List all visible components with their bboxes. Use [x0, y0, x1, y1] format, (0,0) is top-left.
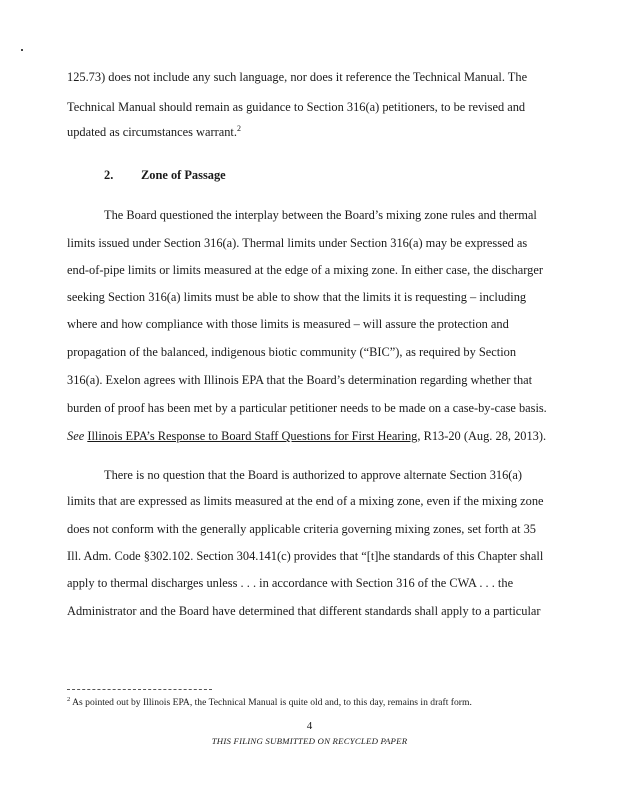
- paragraph-3-line-3: does not conform with the generally applicable criteria governing mixing zones, set forth at 35: [67, 522, 536, 536]
- paragraph-3-line-1: There is no question that the Board is authorized to approve alternate Section 316(a): [104, 468, 523, 482]
- footnote-ref-2[interactable]: 2: [236, 124, 241, 133]
- paragraph-2-line-2: limits issued under Section 316(a). Thermal limits under Section 316(a) may be expressed as: [67, 236, 528, 250]
- paragraph-2-line-1: The Board questioned the interplay between the Board’s mixing zone rules and thermal: [104, 208, 537, 222]
- footnote-divider: [67, 689, 212, 690]
- citation-document-link[interactable]: Illinois EPA’s Response to Board Staff Questions for First Hearing: [87, 429, 418, 443]
- footnote-text: As pointed out by Illinois EPA, the Technical Manual is quite old and, to this day, remains in draft form.: [70, 697, 472, 708]
- page-number: 4: [306, 720, 313, 732]
- footnote-marker: 2: [67, 696, 71, 703]
- paragraph-3-line-6: Administrator and the Board have determined that different standards shall apply to a particular: [67, 604, 541, 618]
- section-number: 2.: [104, 168, 114, 182]
- paragraph-2-line-4: seeking Section 316(a) limits must be able to show that the limits it is requesting – including: [67, 290, 527, 304]
- citation-see: See: [67, 429, 85, 443]
- scan-speck: [21, 49, 23, 51]
- paragraph-1-line-1: 125.73) does not include any such language, nor does it reference the Technical Manual. The: [67, 70, 528, 84]
- paragraph-2-line-6: propagation of the balanced, indigenous biotic community (“BIC”), as required by Section: [67, 345, 517, 359]
- paragraph-1-line-3-text: updated as circumstances warrant.: [67, 125, 237, 139]
- filing-note: THIS FILING SUBMITTED ON RECYCLED PAPER: [211, 736, 408, 746]
- paragraph-1-line-3: [67, 125, 547, 140]
- paragraph-2-line-5: where and how compliance with those limits is measured – will assure the protection and: [67, 317, 509, 331]
- paragraph-2-line-3: end-of-pipe limits or limits measured at the edge of a mixing zone. In either case, the discharger: [67, 263, 543, 277]
- citation-line: [67, 429, 547, 444]
- paragraph-2-line-8: burden of proof has been met by a particular petitioner needs to be made on a case-by-case basis.: [67, 401, 547, 415]
- paragraph-2-line-7: 316(a). Exelon agrees with Illinois EPA that the Board’s determination regarding whether that: [67, 373, 533, 387]
- section-title: Zone of Passage: [141, 168, 226, 182]
- paragraph-3-line-2: limits that are expressed as limits measured at the end of a mixing zone, even if the mixing zone: [67, 494, 544, 508]
- paragraph-3-line-5: apply to thermal discharges unless . . . in accordance with Section 316 of the CWA . . . the: [67, 576, 514, 590]
- paragraph-3-line-4: Ill. Adm. Code §302.102. Section 304.141(c) provides that “[t]he standards of this Chapter shall: [67, 549, 544, 563]
- paragraph-1-line-2: Technical Manual should remain as guidance to Section 316(a) petitioners, to be revised and: [67, 100, 526, 114]
- footnote-2: [67, 697, 472, 709]
- citation-rest: , R13-20 (Aug. 28, 2013).: [417, 429, 547, 443]
